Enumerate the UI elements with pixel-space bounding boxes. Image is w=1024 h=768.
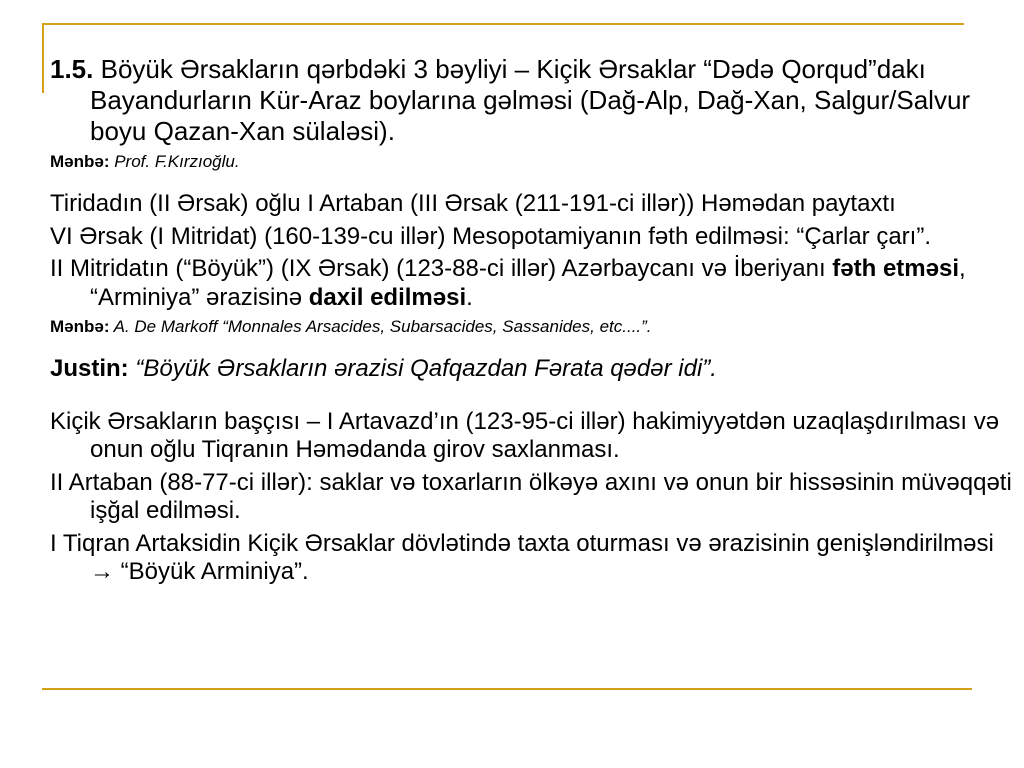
p3-bold2: daxil edilməsi [308,283,467,311]
heading-number: 1.5. [50,54,94,84]
bottom-rule [42,688,972,690]
source-label: Mənbə: [50,317,110,336]
paragraph-artaban-ii: II Artaban (88-77-ci illər): saklar və toxarların ölkəyə axını və onun bir hissəsinin müvəqqəti işğal edilməsi. [50,468,1012,524]
p3-part3: . [466,283,473,311]
source-line-1 [50,151,1016,173]
top-rule [42,23,964,25]
p3-part2: , “Arminiya” ərazisinə [90,255,966,311]
paragraph-artavazd: Kiçik Ərsakların başçısı – I Artavazd’ın (123-95-ci illər) hakimiyyətdən uzaqlaşdırılması və onun oğlu Tiqranın Həmədanda girov saxlanması. [50,407,1000,463]
source-text: Prof. F.Kırzıoğlu. [109,152,240,171]
heading-paragraph [50,54,1016,147]
source-text: A. De Markoff “Monnales Arsacides, Subarsacides, Sassanides, etc....”. [109,317,652,336]
source-label: Mənbə: [50,152,110,171]
left-rule [42,23,44,93]
paragraph-tiqran: I Tiqran Artaksidin Kiçik Ərsaklar dövlətində taxta oturması və ərazisinin genişləndirilməsi → “Böyük Arminiya”. [50,529,994,585]
p3-bold1: fəth etməsi [832,255,959,282]
justin-label: Justin: [50,355,129,382]
slide-content [50,54,1016,587]
justin-text: “Böyük Ərsakların ərazisi Qafqazdan Fərata qədər idi”. [128,355,717,382]
paragraph-mitridat-i: VI Ərsak (I Mitridat) (160-139-cu illər) Mesopotamiyanın fəth edilməsi: “Çarlar çarı”. [50,222,931,250]
justin-quote [50,355,1016,384]
source-line-2 [50,316,1016,338]
heading-text: Böyük Ərsakların qərbdəki 3 bəyliyi – Kiçik Ərsaklar “Dədə Qorqud”dakı Bayandurların Kür-Araz boylarına gəlməsi (Dağ-Alp, Dağ-Xan, Salgur/Salvur boyu Qazan-Xan sülaləsi). [90,54,971,146]
paragraph-mitridat-ii [50,255,1016,312]
p3-part1: II Mitridatın (“Böyük”) (IX Ərsak) (123-88-ci illər) Azərbaycanı və İberiyanı [50,255,833,282]
paragraph-artaban: Tiridadın (II Ərsak) oğlu I Artaban (III Ərsak (211-191-ci illər)) Həmədan paytaxtı [50,190,896,217]
